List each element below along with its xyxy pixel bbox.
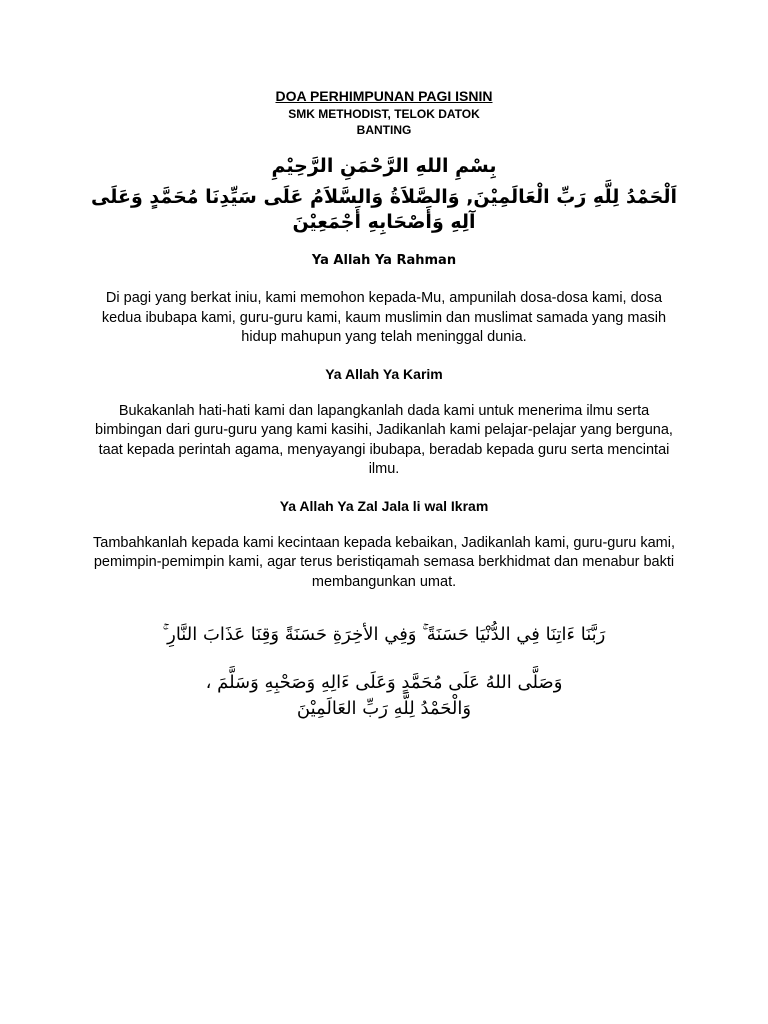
school-location: BANTING: [356, 123, 412, 137]
closing-prayer-line-1: رَبَّنَا ءَاتِنَا فِي الدُّنْيَا حَسَنَةً ۚ وَفِي الأخِرَةِ حَسَنَةً وَقِنَا عَذَابَ النَّارِ ۚ: [162, 624, 606, 645]
section-heading-karim: Ya Allah Ya Karim: [325, 365, 443, 382]
section-heading-zal-jala: Ya Allah Ya Zal Jala li wal Ikram: [279, 497, 489, 514]
document-title: DOA PERHIMPUNAN PAGI ISNIN: [275, 88, 493, 104]
hamdala-text: اَلْحَمْدُ لِلَّهِ رَبِّ الْعَالَمِيْنَ, وَالصَّلاَةُ وَالسَّلاَمُ عَلَى سَيِّدِنَا مُحَمَّدٍ وَعَلَى آلِهِ وَأَصْحَابِهِ أَجْمَعِيْنَ: [90, 186, 678, 233]
document-page: [90, 86, 678, 722]
section-heading-rahman: Ya Allah Ya Rahman: [311, 253, 457, 268]
section-text-rahman: Di pagi yang berkat iniu, kami memohon kepada-Mu, ampunilah dosa-dosa kami, dosa kedua ibubapa kami, guru-guru kami, kaum muslimin dan muslimat samada yang masih hidup mahupun yang telah meninggal dunia.: [101, 290, 667, 345]
section-text-karim: Bukakanlah hati-hati kami dan lapangkanlah dada kami untuk menerima ilmu serta bimbingan dari guru-guru yang kami kasihi, Jadikanlah kami pelajar-pelajar yang berguna, taat kepada perintah agama, menyayangi ibubapa, beradab kepada guru serta mencintai ilmu.: [95, 402, 673, 477]
closing-prayer-line-2: وَصَلَّى اللهُ عَلَى مُحَمَّدٍ وَعَلَى ءَالِهِ وَصَحْبِهِ وَسَلَّمَ ،: [205, 672, 563, 693]
school-name: SMK METHODIST, TELOK DATOK: [288, 107, 480, 121]
closing-prayer-line-3: وَالْحَمْدُ لِلَّهِ رَبِّ العَالَمِيْنَ: [296, 698, 472, 719]
basmala-text: بِسْمِ اللهِ الرَّحْمَنِ الرَّحِيْمِ: [271, 155, 497, 177]
section-text-zal-jala: Tambahkanlah kepada kami kecintaan kepada kebaikan, Jadikanlah kami, guru-guru kami, pemimpin-pemimpin kami, agar terus beristiqamah semasa berkhidmat dan menabur bakti membangunkan umat.: [93, 534, 675, 590]
